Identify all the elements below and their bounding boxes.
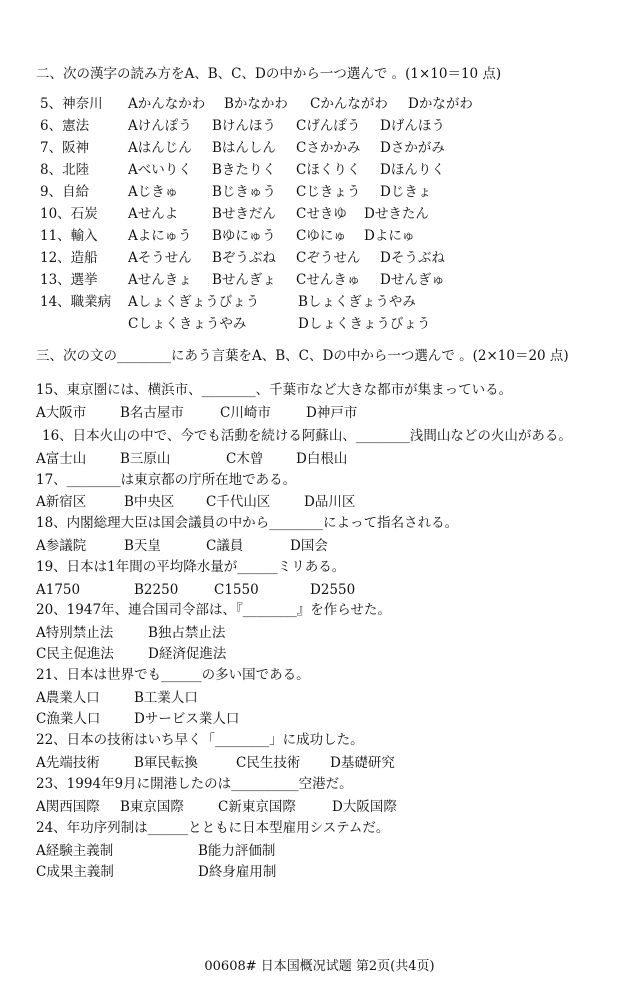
question-text: 16、日本火山の中で、今でも活動を続ける阿蘇山、________浅間山などの火山がある。 bbox=[42, 428, 572, 444]
option-a[interactable]: Aせんよ bbox=[128, 206, 179, 222]
option-c[interactable]: Cせんきゅ bbox=[296, 272, 361, 288]
question-text: 11、輸入 bbox=[40, 228, 98, 244]
option-d[interactable]: Dほんりく bbox=[380, 162, 445, 178]
option-d[interactable]: D白根山 bbox=[296, 451, 348, 467]
option-d[interactable]: D大阪国際 bbox=[332, 799, 397, 815]
option-b[interactable]: Bかなかわ bbox=[224, 96, 288, 112]
option-a[interactable]: A先端技術 bbox=[36, 755, 100, 771]
option-b[interactable]: B独占禁止法 bbox=[148, 625, 226, 641]
option-a[interactable]: Aべいりく bbox=[128, 162, 192, 178]
option-b[interactable]: B東京国際 bbox=[120, 799, 184, 815]
option-d[interactable]: D国会 bbox=[290, 538, 328, 554]
option-d[interactable]: Dそうぶね bbox=[380, 250, 445, 266]
option-d[interactable]: Dさかがみ bbox=[380, 140, 445, 156]
question-text: 13、選挙 bbox=[40, 272, 98, 288]
option-d[interactable]: Dよにゅ bbox=[364, 228, 416, 244]
option-a[interactable]: Aはんじん bbox=[128, 140, 192, 156]
option-c[interactable]: C漁業人口 bbox=[36, 711, 101, 727]
option-d[interactable]: D基礎研究 bbox=[330, 755, 395, 771]
option-a[interactable]: A農業人口 bbox=[36, 690, 100, 706]
option-a[interactable]: A富士山 bbox=[36, 451, 87, 467]
option-b[interactable]: Bきたりく bbox=[212, 162, 276, 178]
question-text: 7、阪神 bbox=[40, 140, 90, 156]
section3-heading: 三、次の文の________にあう言葉をA、B、C、Dの中から一つ選んで 。(2×10＝20 点) bbox=[36, 348, 569, 364]
option-c[interactable]: Cせきゆ bbox=[296, 206, 347, 222]
question-text: 5、神奈川 bbox=[40, 96, 103, 112]
option-c[interactable]: C議員 bbox=[206, 538, 244, 554]
question-text: 8、北陸 bbox=[40, 162, 90, 178]
option-c[interactable]: Cげんぽう bbox=[296, 118, 361, 134]
option-d[interactable]: D品川区 bbox=[304, 494, 356, 510]
option-d[interactable]: Dかながわ bbox=[408, 96, 473, 112]
option-a[interactable]: Aじきゅ bbox=[128, 184, 179, 200]
option-c[interactable]: Cほくりく bbox=[296, 162, 361, 178]
option-b[interactable]: Bせきだん bbox=[212, 206, 276, 222]
option-d[interactable]: D神戸市 bbox=[306, 405, 358, 421]
question-text: 12、造船 bbox=[40, 250, 98, 266]
option-a[interactable]: A大阪市 bbox=[36, 405, 87, 421]
option-b[interactable]: B三原山 bbox=[120, 451, 171, 467]
option-b[interactable]: B天皇 bbox=[124, 538, 161, 554]
option-a[interactable]: Aかんなかわ bbox=[128, 96, 206, 112]
option-b[interactable]: B名古屋市 bbox=[120, 405, 184, 421]
question-text: 20、1947年、連合国司令部は、『________』を作らせた。 bbox=[36, 602, 391, 618]
option-b[interactable]: B中央区 bbox=[124, 494, 175, 510]
option-c[interactable]: C成果主義制 bbox=[36, 864, 114, 880]
option-c[interactable]: C新東京国際 bbox=[218, 799, 296, 815]
option-c[interactable]: Cぞうせん bbox=[296, 250, 361, 266]
option-d[interactable]: Dサービス業人口 bbox=[134, 711, 240, 727]
option-b[interactable]: B2250 bbox=[134, 582, 179, 598]
option-c[interactable]: C千代山区 bbox=[206, 494, 271, 510]
option-a[interactable]: A新宿区 bbox=[36, 494, 87, 510]
option-b[interactable]: B能力評価制 bbox=[198, 843, 276, 859]
question-text: 19、日本は1年間の平均降水量が______ミリある。 bbox=[36, 559, 346, 575]
option-b[interactable]: Bゆにゅう bbox=[212, 228, 276, 244]
option-c[interactable]: C民生技術 bbox=[236, 755, 301, 771]
option-b[interactable]: Bけんほう bbox=[212, 118, 276, 134]
question-text: 22、日本の技術はいち早く「________」に成功した。 bbox=[36, 732, 364, 748]
option-b[interactable]: Bはんしん bbox=[212, 140, 276, 156]
question-text: 17、________は東京都の庁所在地である。 bbox=[36, 472, 297, 488]
option-d[interactable]: D経済促進法 bbox=[148, 646, 227, 662]
option-d[interactable]: Dせんぎゅ bbox=[380, 272, 445, 288]
option-c[interactable]: Cさかかみ bbox=[296, 140, 361, 156]
question-text: 24、年功序列制は______とともに日本型雇用システムだ。 bbox=[36, 820, 390, 836]
option-a[interactable]: A関西国際 bbox=[36, 799, 100, 815]
option-a[interactable]: Aしょくぎょうびょう bbox=[128, 294, 260, 310]
option-a[interactable]: Aよにゅう bbox=[128, 228, 192, 244]
option-d[interactable]: Dじきょ bbox=[380, 184, 432, 200]
option-a[interactable]: A参議院 bbox=[36, 538, 87, 554]
option-d[interactable]: Dせきたん bbox=[364, 206, 429, 222]
option-d[interactable]: Dしょくきょうびょう bbox=[298, 316, 431, 332]
option-d[interactable]: Dげんほう bbox=[380, 118, 445, 134]
option-a[interactable]: Aけんぽう bbox=[128, 118, 192, 134]
option-a[interactable]: Aそうせん bbox=[128, 250, 192, 266]
option-c[interactable]: C川崎市 bbox=[220, 405, 271, 421]
option-c[interactable]: C木曾 bbox=[226, 451, 264, 467]
option-c[interactable]: Cゆにゅ bbox=[296, 228, 347, 244]
question-text: 6、憲法 bbox=[40, 118, 90, 134]
option-c[interactable]: C1550 bbox=[214, 582, 259, 598]
option-b[interactable]: Bぞうぶね bbox=[212, 250, 276, 266]
page-footer: 00608# 日本国概况试题 第2页(共4页) bbox=[204, 959, 435, 974]
question-text: 18、内閣総理大臣は国会議員の中から________によって指名される。 bbox=[36, 515, 459, 531]
option-b[interactable]: B工業人口 bbox=[134, 690, 198, 706]
question-text: 10、石炭 bbox=[40, 206, 98, 222]
option-b[interactable]: Bじきゅう bbox=[212, 184, 276, 200]
question-text: 9、自給 bbox=[40, 184, 90, 200]
option-b[interactable]: Bしょくぎょうやみ bbox=[298, 294, 416, 310]
section2-heading: 二、次の漢字の読み方をA、B、C、Dの中から一つ選んで 。(1×10＝10 点) bbox=[36, 66, 502, 82]
question-text: 14、職業病 bbox=[40, 294, 112, 310]
option-c[interactable]: Cかんながわ bbox=[310, 96, 388, 112]
question-text: 15、東京圏には、横浜市、________、千葉市など大きな都市が集まっている。 bbox=[36, 382, 513, 398]
option-a[interactable]: Aせんきょ bbox=[128, 272, 192, 288]
option-c[interactable]: Cじきょう bbox=[296, 184, 361, 200]
option-d[interactable]: D2550 bbox=[310, 582, 356, 598]
question-text: 21、日本は世界でも______の多い国である。 bbox=[36, 667, 310, 683]
option-a[interactable]: A経験主義制 bbox=[36, 843, 114, 859]
question-text: 23、1994年9月に開港したのは__________空港だ。 bbox=[36, 776, 353, 792]
option-a[interactable]: A特別禁止法 bbox=[36, 625, 114, 641]
option-c[interactable]: Cしょくきょうやみ bbox=[128, 316, 247, 332]
option-d[interactable]: D終身雇用制 bbox=[198, 864, 277, 880]
option-c[interactable]: C民主促進法 bbox=[36, 646, 114, 662]
option-b[interactable]: Bせんぎょ bbox=[212, 272, 276, 288]
option-b[interactable]: B軍民転換 bbox=[134, 755, 198, 771]
option-a[interactable]: A1750 bbox=[36, 582, 81, 598]
